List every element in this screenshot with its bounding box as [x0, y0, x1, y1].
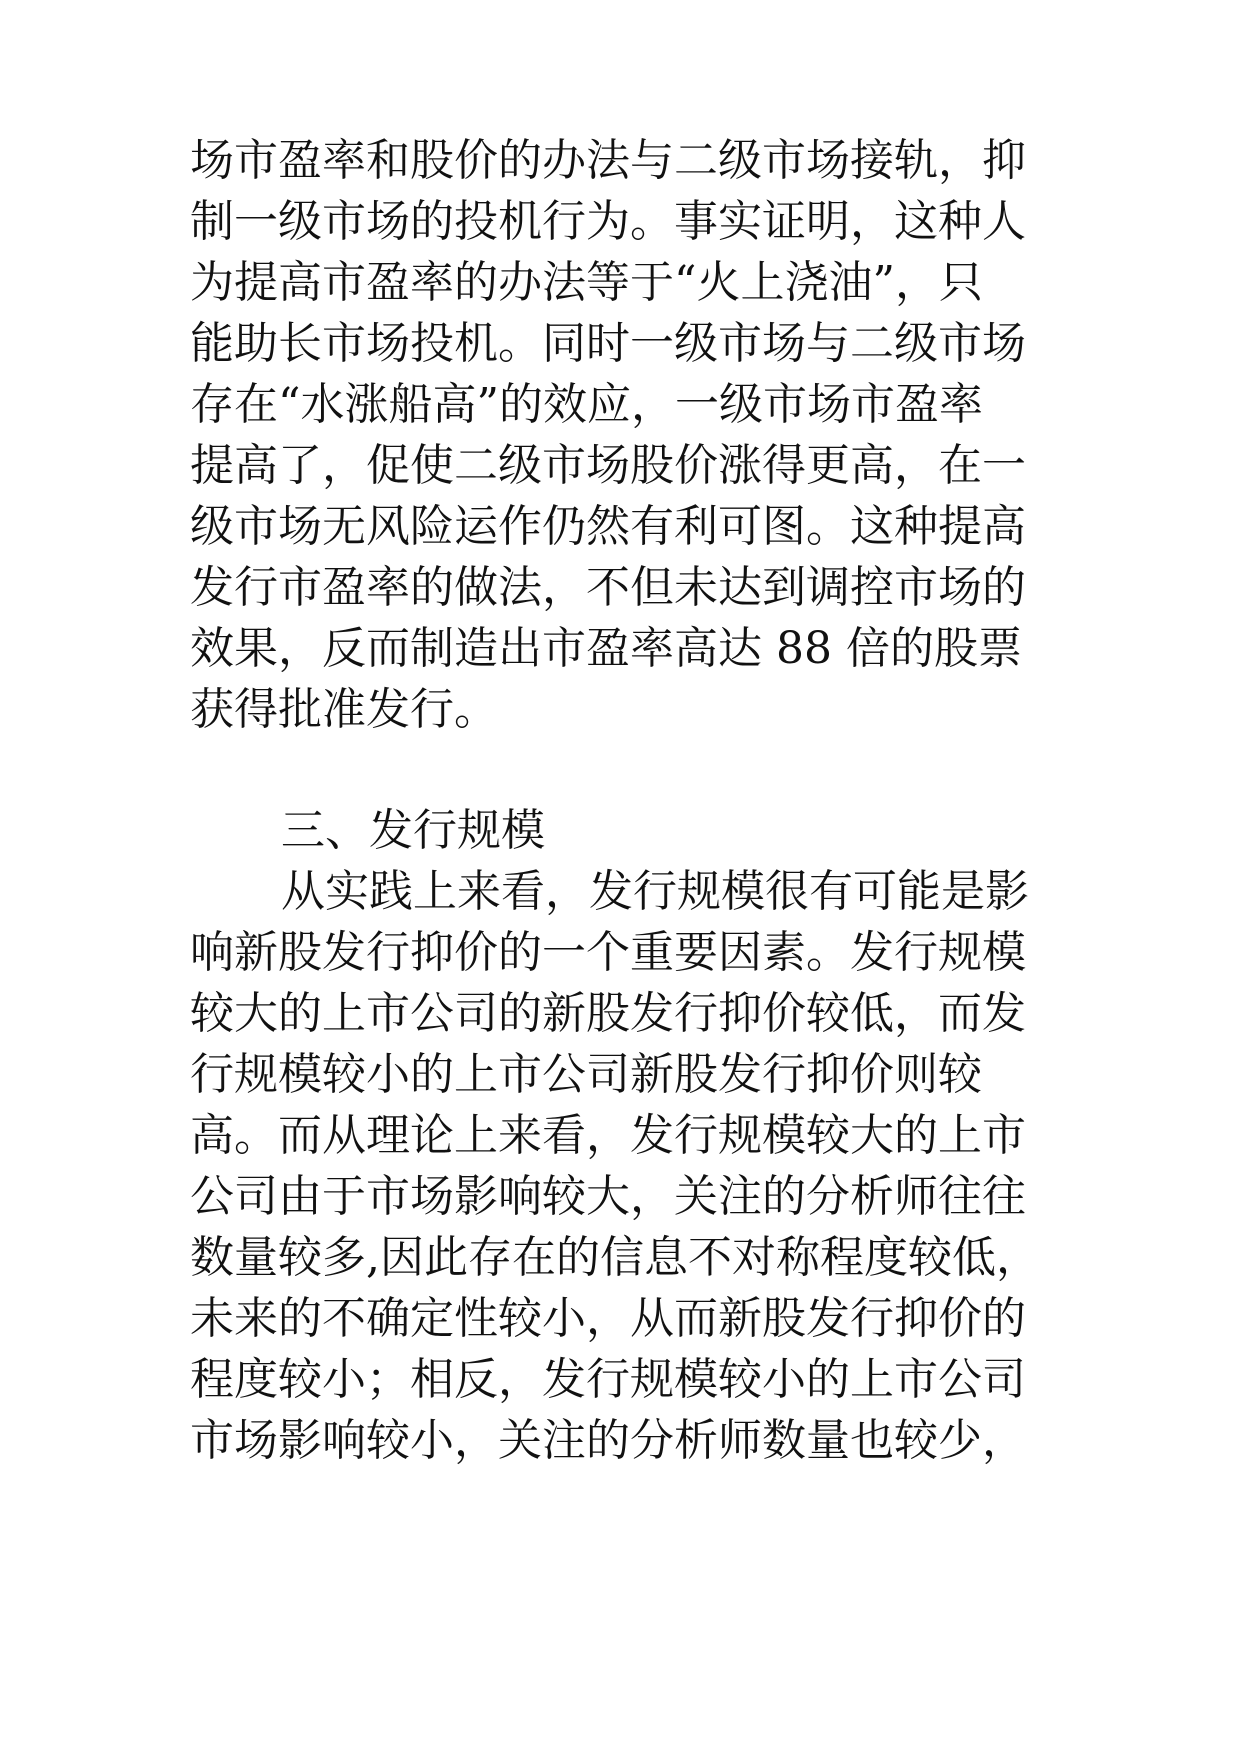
paragraph-1-line-1: 场市盈率和股价的办法与二级市场接轨，抑 [190, 135, 1026, 186]
paragraph-1-line-8: 发行市盈率的做法，不但未达到调控市场的 [190, 562, 1026, 613]
paragraph-2-line-8: 未来的不确定性较小，从而新股发行抑价的 [190, 1293, 1026, 1344]
paragraph-2-line-5: 高。而从理论上来看，发行规模较大的上市 [190, 1110, 1026, 1161]
paragraph-2-line-1: 从实践上来看，发行规模很有可能是影 [281, 866, 1029, 917]
paragraph-1-line-3: 为提高市盈率的办法等于“火上浇油”，只 [190, 257, 983, 308]
paragraph-2-line-10: 市场影响较小，关注的分析师数量也较少， [190, 1415, 1026, 1466]
paragraph-2-line-6: 公司由于市场影响较大，关注的分析师往往 [190, 1171, 1026, 1222]
paragraph-1-line-4: 能助长市场投机。同时一级市场与二级市场 [190, 318, 1026, 369]
paragraph-2-line-4: 行规模较小的上市公司新股发行抑价则较 [190, 1049, 982, 1100]
paragraph-2-line-9: 程度较小；相反，发行规模较小的上市公司 [190, 1354, 1026, 1405]
paragraph-1-line-2: 制一级市场的投机行为。事实证明，这种人 [190, 196, 1026, 247]
paragraph-1-line-10: 获得批准发行。 [190, 684, 498, 735]
paragraph-1-line-7: 级市场无风险运作仍然有利可图。这种提高 [190, 501, 1026, 552]
paragraph-1-line-6: 提高了，促使二级市场股价涨得更高，在一 [190, 440, 1026, 491]
paragraph-1-line-5: 存在“水涨船高”的效应，一级市场市盈率 [190, 379, 983, 430]
paragraph-2-line-2: 响新股发行抑价的一个重要因素。发行规模 [190, 927, 1026, 978]
section-heading: 三、发行规模 [281, 805, 545, 856]
paragraph-1-line-9: 效果，反而制造出市盈率高达 88 倍的股票 [190, 623, 1022, 674]
paragraph-2-line-7: 数量较多,因此存在的信息不对称程度较低， [190, 1232, 1040, 1283]
paragraph-2-line-3: 较大的上市公司的新股发行抑价较低，而发 [190, 988, 1026, 1039]
